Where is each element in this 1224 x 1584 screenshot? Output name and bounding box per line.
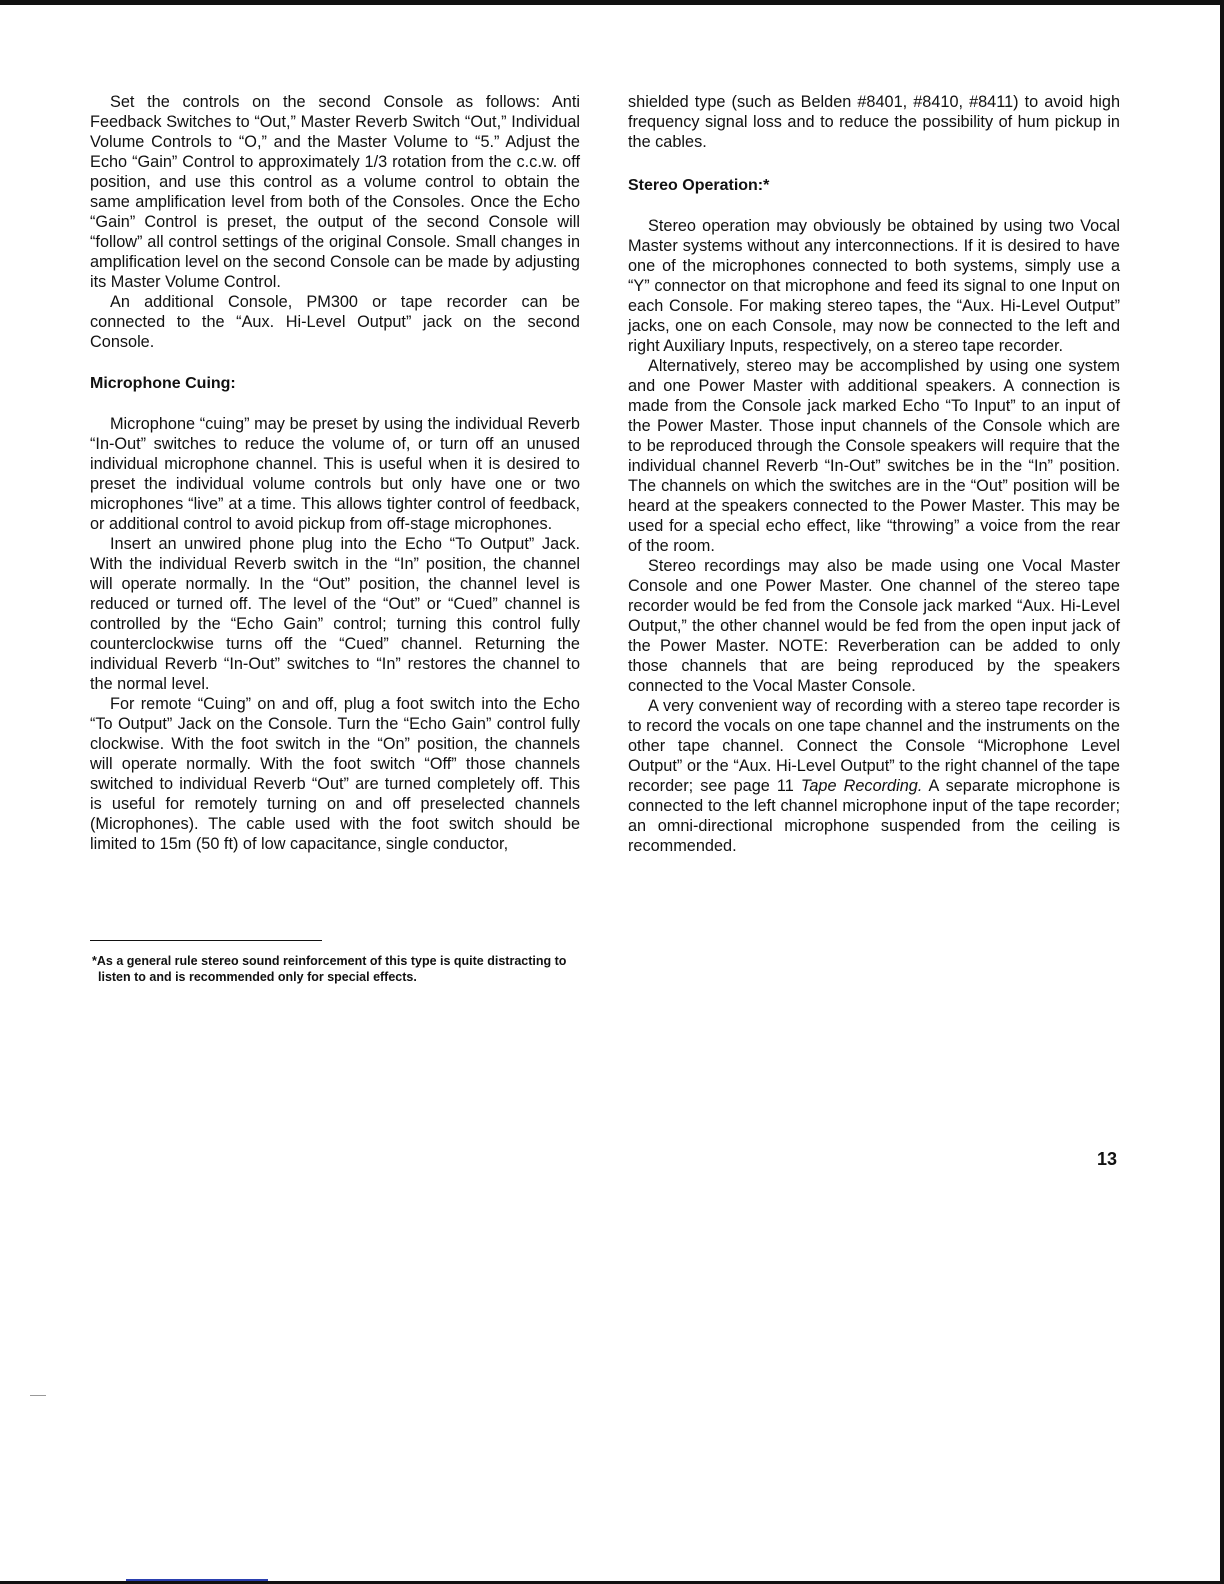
right-column bbox=[628, 92, 1120, 856]
heading-microphone-cuing: Microphone Cuing: bbox=[90, 375, 236, 392]
paragraph-additional-console: An additional Console, PM300 or tape recorder can be connected to the “Aux. Hi-Level Output” jack on the second Console. bbox=[90, 293, 580, 351]
scan-border-right bbox=[1220, 0, 1224, 1584]
left-column bbox=[90, 92, 580, 854]
scan-speck bbox=[30, 1395, 46, 1396]
footnote-rule bbox=[90, 940, 322, 941]
scan-blue-mark bbox=[126, 1579, 268, 1581]
paragraph-cuing-intro: Microphone “cuing” may be preset by using the individual Reverb “In-Out” switches to reduce the volume of, or turn off an unused individual microphone channel. This is useful when it is desired to preset the individual volume controls but only have one or two microphones “live” at a time. This allows tighter control of feedback, or additional control to avoid pickup from off-stage microphones. bbox=[90, 415, 580, 533]
paragraph-stereo-alternative: Alternatively, stereo may be accomplished by using one system and one Power Master with additional speakers. A connection is made from the Console jack marked Echo “To Input” to an input of the Power Master. Those input channels of the Console which are to be reproduced through the Console speakers will require that the individual channel Reverb “In-Out” switches be in the “In” position. The channels on which the switches are in the “Out” position will be heard at the speakers connected to the Power Master. This may be used for a special echo effect, like “throwing” a voice from the rear of the room. bbox=[628, 357, 1120, 555]
paragraph-stereo-intro: Stereo operation may obviously be obtained by using two Vocal Master systems without any interconnections. If it is desired to have one of the microphones connected to both systems, simply use a “Y” connector on that microphone and feed its signal to one Input on each Console. For making stereo tapes, the “Aux. Hi-Level Output” jacks, one on each Console, may now be connected to the left and right Auxiliary Inputs, respectively, on a stereo tape recorder. bbox=[628, 217, 1120, 355]
paragraph-shielded-cable: shielded type (such as Belden #8401, #8410, #8411) to avoid high frequency signal loss and to reduce the possibility of hum pickup in the cables. bbox=[628, 93, 1120, 151]
heading-stereo-operation: Stereo Operation:* bbox=[628, 177, 770, 194]
paragraph-convenient-recording bbox=[628, 696, 1120, 856]
paragraph-stereo-recordings: Stereo recordings may also be made using one Vocal Master Console and one Power Master. One channel of the stereo tape recorder would be fed from the Console jack marked “Aux. Hi-Level Output,” the other channel would be fed from the open input jack of the Power Master. NOTE: Reverberation can be added to only those channels that are being reproduced by the speakers connected to the Vocal Master Console. bbox=[628, 557, 1120, 695]
reference-tape-recording: Tape Recording. bbox=[800, 777, 923, 795]
text-run: A very convenient way of recording with a stereo tape recorder is to record the vocals on one tape channel and the instruments on the other tape channel. Connect the Console “Microphone Level Output” or the “Aux. Hi-Level Output” to the right channel of the tape recorder; see page 11 bbox=[628, 697, 1120, 795]
scan-border-top bbox=[0, 0, 1224, 5]
footnote-text: *As a general rule stereo sound reinforcement of this type is quite distracting to listen to and is recommended only for special effects. bbox=[92, 954, 567, 984]
footnote bbox=[90, 953, 580, 985]
paragraph-remote-cuing: For remote “Cuing” on and off, plug a foot switch into the Echo “To Output” Jack on the Console. Turn the “Echo Gain” control fully clockwise. With the foot switch in the “On” position, the channels will operate normally. With the foot switch “Off” those channels switched to individual Reverb “Out” are turned completely off. This is useful for remotely turning on and off preselected channels (Microphones). The cable used with the foot switch should be limited to 15m (50 ft) of low capacitance, single conductor, bbox=[90, 695, 580, 853]
paragraph-console-settings: Set the controls on the second Console as follows: Anti Feedback Switches to “Out,” Master Reverb Switch “Out,” Individual Volume Controls to “O,” and the Master Volume to “5.” Adjust the Echo “Gain” Control to approximately 1/3 rotation from the c.c.w. off position, and use this control as a volume control to obtain the same amplification level from both of the Consoles. Once the Echo “Gain” Control is preset, the output of the second Console will “follow” all control settings of the original Console. Small changes in amplification level on the second Console can be made by adjusting its Master Volume Control. bbox=[90, 93, 580, 291]
paragraph-phone-plug: Insert an unwired phone plug into the Echo “To Output” Jack. With the individual Reverb switch in the “In” position, the channel will operate normally. In the “Out” position, the channel level is reduced or turned off. The level of the “Out” or “Cued” channel is controlled by the “Echo Gain” control; turning this control fully counterclockwise turns off the “Cued” channel. Returning the individual Reverb “In-Out” switches to “In” restores the channel to the normal level. bbox=[90, 535, 580, 693]
page-number: 13 bbox=[1097, 1149, 1118, 1169]
text-run: A separate microphone is connected to the left channel microphone input of the tape recorder; an omni-directional microphone suspended from the ceiling is recommended. bbox=[628, 777, 1120, 855]
